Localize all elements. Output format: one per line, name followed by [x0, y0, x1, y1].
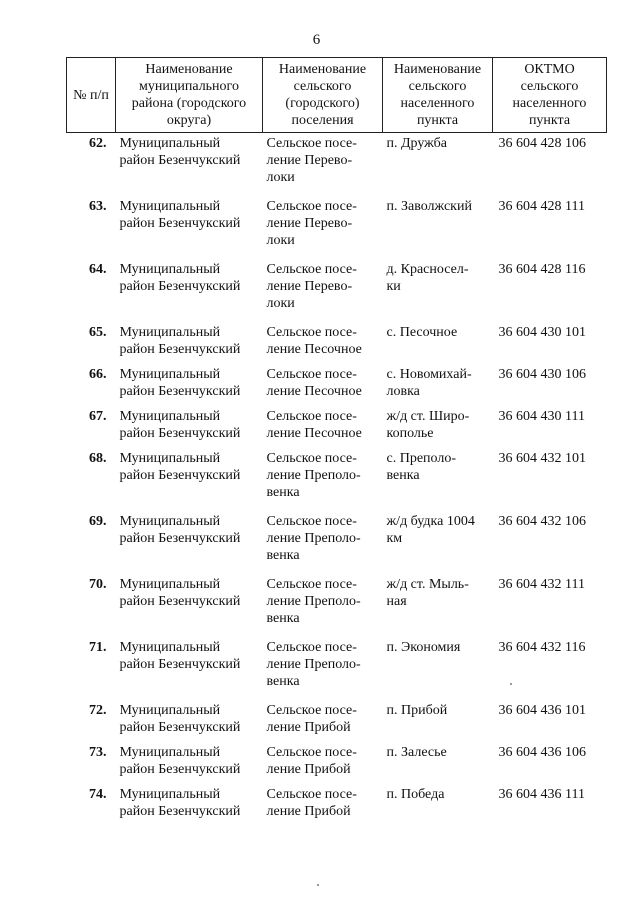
oktmo-cell: 36 604 436 111 [498, 787, 585, 802]
locality-cell-line: ная [386, 594, 407, 609]
table-row [67, 198, 607, 261]
settlement-cell [263, 408, 383, 450]
district-cell-line: район Безенчукский [119, 468, 241, 483]
district-cell-line: Муниципальный [119, 199, 221, 214]
settlement-cell-line: Сельское посе- [266, 199, 357, 214]
district-cell-line: Муниципальный [119, 409, 221, 424]
district-cell [116, 513, 263, 576]
district-cell [116, 450, 263, 513]
settlement-cell [263, 324, 383, 366]
district-cell [116, 133, 263, 199]
oktmo-cell: 36 604 432 116 [498, 640, 586, 655]
settlement-cell-line: Сельское посе- [266, 136, 357, 151]
district-cell-line: Муниципальный [119, 745, 221, 760]
district-cell-line: Муниципальный [119, 367, 221, 382]
locality-cell [383, 786, 493, 828]
oktmo-cell: 36 604 432 101 [498, 451, 586, 466]
row-number: 68. [89, 451, 107, 466]
table-row [67, 786, 607, 828]
row-number: 64. [89, 262, 107, 277]
locality-cell [383, 576, 493, 639]
district-cell-line: Муниципальный [119, 787, 221, 802]
locality-cell-line: ж/д ст. Широ- [386, 409, 470, 424]
settlement-cell-line: венка [266, 485, 300, 500]
district-cell-line: район Безенчукский [119, 216, 241, 231]
row-number: 69. [89, 514, 107, 529]
settlement-cell-line: ление Песочное [266, 342, 362, 357]
district-cell-line: Муниципальный [119, 262, 221, 277]
locality-cell-line: ловка [386, 384, 420, 399]
table-row [67, 450, 607, 513]
header-num: № п/п [67, 58, 116, 133]
row-number: 70. [89, 577, 107, 592]
row-number: 67. [89, 409, 107, 424]
locality-cell-line: ки [386, 279, 401, 294]
locality-cell-line: км [386, 531, 403, 546]
table-row [67, 513, 607, 576]
table-row [67, 639, 607, 702]
settlement-cell [263, 133, 383, 199]
settlement-cell-line: ление Перево- [266, 153, 353, 168]
locality-cell [383, 261, 493, 324]
row-number: 74. [89, 787, 107, 802]
oktmo-cell: 36 604 436 101 [498, 703, 586, 718]
row-number: 66. [89, 367, 107, 382]
settlement-cell-line: Сельское посе- [266, 703, 357, 718]
district-cell [116, 324, 263, 366]
header-oktmo: ОКТМО сельского населенного пункта [493, 58, 607, 133]
district-cell-line: район Безенчукский [119, 804, 241, 819]
locality-cell-line: д. Красносел- [386, 262, 469, 277]
table-row [67, 133, 607, 199]
settlement-cell-line: ление Преполо- [266, 531, 361, 546]
settlement-cell-line: ление Песочное [266, 384, 362, 399]
row-number: 71. [89, 640, 107, 655]
oktmo-cell: 36 604 432 111 [498, 577, 585, 592]
district-cell-line: Муниципальный [119, 136, 221, 151]
settlement-cell-line: Сельское посе- [266, 514, 357, 529]
scan-speck [510, 683, 512, 685]
settlement-cell-line: Сельское посе- [266, 577, 357, 592]
oktmo-cell: 36 604 430 106 [498, 367, 586, 382]
table-row [67, 261, 607, 324]
table-header [67, 58, 607, 133]
district-cell [116, 576, 263, 639]
district-cell-line: район Безенчукский [119, 531, 241, 546]
settlement-cell-line: ление Песочное [266, 426, 362, 441]
settlement-cell-line: локи [266, 296, 295, 311]
locality-cell-line: венка [386, 468, 420, 483]
district-cell [116, 408, 263, 450]
settlement-cell [263, 261, 383, 324]
locality-cell-line: п. Прибой [386, 703, 448, 718]
table-row [67, 324, 607, 366]
locality-cell-line: с. Преполо- [386, 451, 456, 466]
district-cell [116, 366, 263, 408]
district-cell [116, 198, 263, 261]
locality-cell-line: ж/д будка 1004 [386, 514, 475, 529]
settlement-cell [263, 702, 383, 744]
district-cell-line: Муниципальный [119, 514, 221, 529]
locality-cell [383, 513, 493, 576]
oktmo-cell: 36 604 428 111 [498, 199, 585, 214]
district-cell-line: район Безенчукский [119, 720, 241, 735]
settlement-cell-line: Сельское посе- [266, 325, 357, 340]
locality-cell [383, 639, 493, 702]
district-cell-line: район Безенчукский [119, 342, 241, 357]
locality-cell-line: п. Экономия [386, 640, 461, 655]
table-row [67, 408, 607, 450]
locality-cell [383, 366, 493, 408]
locality-cell-line: п. Победа [386, 787, 445, 802]
settlement-cell-line: ление Преполо- [266, 468, 361, 483]
settlement-cell-line: ление Преполо- [266, 657, 361, 672]
oktmo-cell: 36 604 432 106 [498, 514, 586, 529]
table-body [67, 133, 607, 829]
locality-cell-line: п. Дружба [386, 136, 447, 151]
settlement-cell [263, 198, 383, 261]
settlement-cell-line: ление Перево- [266, 216, 353, 231]
oktmo-cell: 36 604 430 101 [498, 325, 586, 340]
district-cell-line: район Безенчукский [119, 153, 241, 168]
settlement-cell-line: локи [266, 233, 295, 248]
settlement-cell-line: локи [266, 170, 295, 185]
row-number: 72. [89, 703, 107, 718]
oktmo-cell: 36 604 428 106 [498, 136, 586, 151]
page-number: 6 [312, 32, 321, 48]
settlement-cell [263, 639, 383, 702]
locality-cell [383, 324, 493, 366]
settlement-cell-line: Сельское посе- [266, 640, 357, 655]
district-cell-line: Муниципальный [119, 451, 221, 466]
settlement-cell-line: Сельское посе- [266, 451, 357, 466]
settlement-cell-line: ление Преполо- [266, 594, 361, 609]
settlement-cell [263, 744, 383, 786]
row-number: 65. [89, 325, 107, 340]
scan-speck [317, 884, 319, 886]
oktmo-cell: 36 604 428 116 [498, 262, 586, 277]
row-number: 63. [89, 199, 107, 214]
settlement-cell-line: Сельское посе- [266, 787, 357, 802]
settlement-cell-line: Сельское посе- [266, 367, 357, 382]
settlement-cell-line: ление Перево- [266, 279, 353, 294]
district-cell-line: район Безенчукский [119, 657, 241, 672]
locality-cell-line: п. Заволжский [386, 199, 472, 214]
header-district: Наименование муниципального района (городского округа) [116, 58, 263, 133]
district-cell-line: район Безенчукский [119, 762, 241, 777]
district-cell [116, 786, 263, 828]
table-row [67, 702, 607, 744]
locality-cell-line: копольe [386, 426, 434, 441]
row-number: 62. [89, 136, 107, 151]
locality-cell-line: п. Залесье [386, 745, 447, 760]
district-cell [116, 744, 263, 786]
locality-cell-line: ж/д ст. Мыль- [386, 577, 469, 592]
header-row [67, 58, 607, 133]
table-row [67, 576, 607, 639]
settlement-cell [263, 366, 383, 408]
settlement-cell-line: венка [266, 548, 300, 563]
settlement-cell [263, 450, 383, 513]
district-cell-line: район Безенчукский [119, 279, 241, 294]
settlements-table [66, 57, 607, 828]
table-row [67, 366, 607, 408]
district-cell-line: район Безенчукский [119, 384, 241, 399]
district-cell-line: район Безенчукский [119, 594, 241, 609]
locality-cell [383, 198, 493, 261]
settlement-cell [263, 513, 383, 576]
district-cell-line: Муниципальный [119, 325, 221, 340]
table-row [67, 744, 607, 786]
locality-cell [383, 702, 493, 744]
district-cell-line: район Безенчукский [119, 426, 241, 441]
district-cell-line: Муниципальный [119, 577, 221, 592]
oktmo-cell: 36 604 430 111 [498, 409, 585, 424]
row-number: 73. [89, 745, 107, 760]
settlement-cell-line: Сельское посе- [266, 409, 357, 424]
settlement-cell-line: Сельское посе- [266, 262, 357, 277]
settlement-cell-line: ление Прибой [266, 720, 351, 735]
oktmo-cell: 36 604 436 106 [498, 745, 586, 760]
locality-cell [383, 408, 493, 450]
settlement-cell [263, 576, 383, 639]
settlement-cell [263, 786, 383, 828]
district-cell-line: Муниципальный [119, 640, 221, 655]
district-cell [116, 261, 263, 324]
settlement-cell-line: ление Прибой [266, 804, 351, 819]
header-locality: Наименование сельского населенного пункта [383, 58, 493, 133]
header-settlement: Наименование сельского (городского) поселения [263, 58, 383, 133]
district-cell [116, 702, 263, 744]
locality-cell-line: с. Песочное [386, 325, 458, 340]
locality-cell [383, 450, 493, 513]
locality-cell-line: с. Новомихай- [386, 367, 472, 382]
settlement-cell-line: Сельское посе- [266, 745, 357, 760]
district-cell-line: Муниципальный [119, 703, 221, 718]
district-cell [116, 639, 263, 702]
locality-cell [383, 744, 493, 786]
settlement-cell-line: венка [266, 611, 300, 626]
locality-cell [383, 133, 493, 199]
settlement-cell-line: венка [266, 674, 300, 689]
settlement-cell-line: ление Прибой [266, 762, 351, 777]
